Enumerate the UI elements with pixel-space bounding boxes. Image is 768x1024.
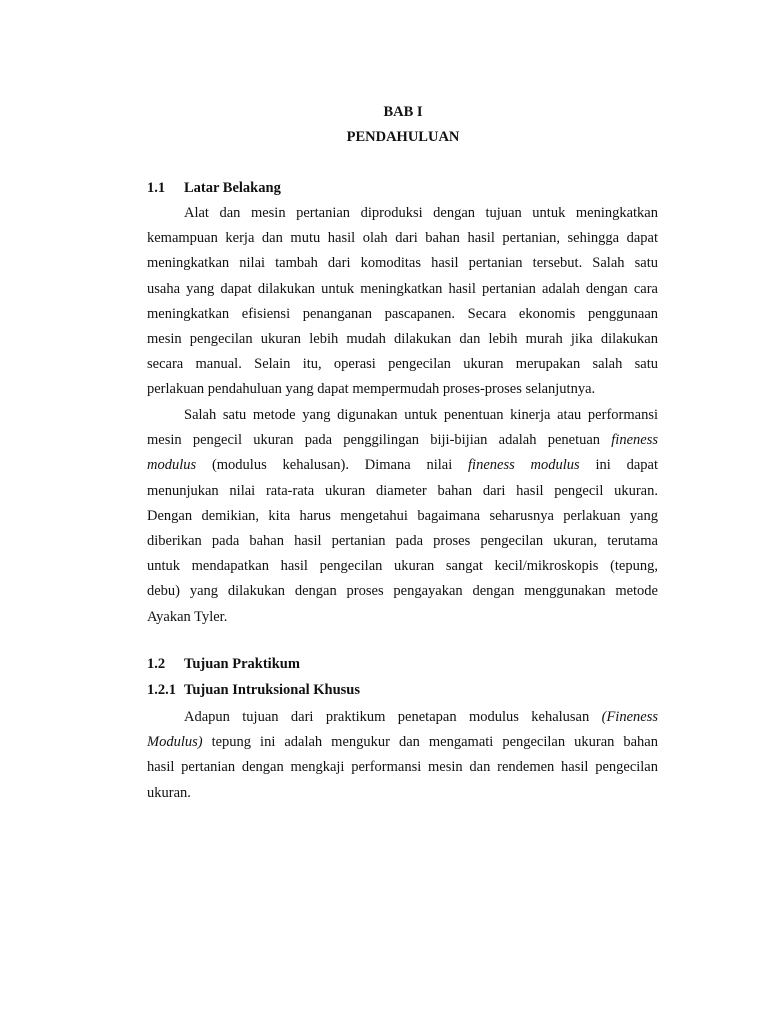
paragraph-line: diberikan pada bahan hasil pertanian pada proses pengecilan ukuran, terutama — [147, 532, 658, 549]
paragraph-line: Salah satu metode yang digunakan untuk penentuan kinerja atau performansi — [184, 407, 658, 423]
italic-term: modulus — [147, 457, 197, 474]
paragraph-line: meningkatkan nilai tambah dari komoditas hasil pertanian tersebut. Salah satu — [147, 255, 658, 272]
text-run: ini dapat — [579, 457, 658, 474]
chapter-number: BAB I — [383, 104, 423, 120]
paragraph-line: perlakuan pendahuluan yang dapat mempermudah proses-proses selanjutnya. — [147, 381, 596, 398]
paragraph-line: usaha yang dapat dilakukan untuk meningkatkan hasil pertanian adalah dengan cara — [147, 280, 658, 297]
paragraph-line: untuk mendapatkan hasil pengecilan ukuran sangat kecil/mikroskopis (tepung, — [147, 558, 658, 575]
paragraph-line — [147, 730, 658, 755]
paragraph-line: Ayakan Tyler. — [147, 608, 228, 625]
paragraph-line — [147, 453, 658, 478]
paragraph-metode — [147, 403, 658, 630]
section-heading-1-1 — [147, 180, 281, 197]
italic-term: fineness modulus — [468, 457, 580, 474]
section-title: Tujuan Intruksional Khusus — [184, 682, 360, 698]
section-heading-1-2 — [147, 656, 300, 673]
paragraph-line: secara manual. Selain itu, operasi pengecilan ukuran merupakan salah satu — [147, 356, 658, 373]
paragraph-line — [147, 705, 658, 730]
paragraph-line: mesin pengecilan ukuran lebih mudah dilakukan dan lebih murah jika dilakukan — [147, 330, 658, 347]
italic-term: fineness — [611, 432, 658, 449]
chapter-title: PENDAHULUAN — [346, 129, 460, 145]
paragraph-line: ukuran. — [147, 784, 191, 801]
text-run: Adapun tujuan dari praktikum penetapan modulus kehalusan — [184, 709, 602, 725]
section-title: Latar Belakang — [184, 180, 281, 196]
paragraph-line: Dengan demikian, kita harus mengetahui bagaimana seharusnya perlakuan yang — [147, 507, 658, 524]
italic-term: Modulus) — [147, 734, 203, 751]
section-number: 1.2.1 — [147, 682, 176, 698]
paragraph-line: debu) yang dilakukan dengan proses pengayakan dengan menggunakan metode — [147, 583, 658, 600]
section-heading-1-2-1 — [147, 682, 360, 699]
text-run: tepung ini adalah mengukur dan mengamati pengecilan ukuran bahan — [202, 734, 658, 751]
paragraph-line — [147, 428, 658, 453]
text-run: (modulus kehalusan). Dimana nilai — [196, 457, 469, 474]
section-title: Tujuan Praktikum — [184, 656, 300, 672]
text-run: mesin pengecil ukuran pada penggilingan biji-bijian adalah penetuan — [147, 432, 612, 449]
section-number: 1.1 — [147, 180, 166, 196]
paragraph-tujuan — [147, 705, 658, 806]
section-number: 1.2 — [147, 656, 166, 672]
paragraph-line: meningkatkan efisiensi penanganan pascapanen. Secara ekonomis penggunaan — [147, 305, 658, 322]
paragraph-latar-belakang — [147, 201, 658, 403]
paragraph-line: hasil pertanian dengan mengkaji performansi mesin dan rendemen hasil pengecilan — [147, 759, 658, 776]
paragraph-line: kemampuan kerja dan mutu hasil olah dari bahan hasil pertanian, sehingga dapat — [147, 230, 658, 247]
italic-term: (Fineness — [601, 709, 658, 725]
paragraph-line: menunjukan nilai rata-rata ukuran diameter bahan dari hasil pengecil ukuran. — [147, 482, 658, 499]
paragraph-line: Alat dan mesin pertanian diproduksi dengan tujuan untuk meningkatkan — [184, 205, 658, 221]
